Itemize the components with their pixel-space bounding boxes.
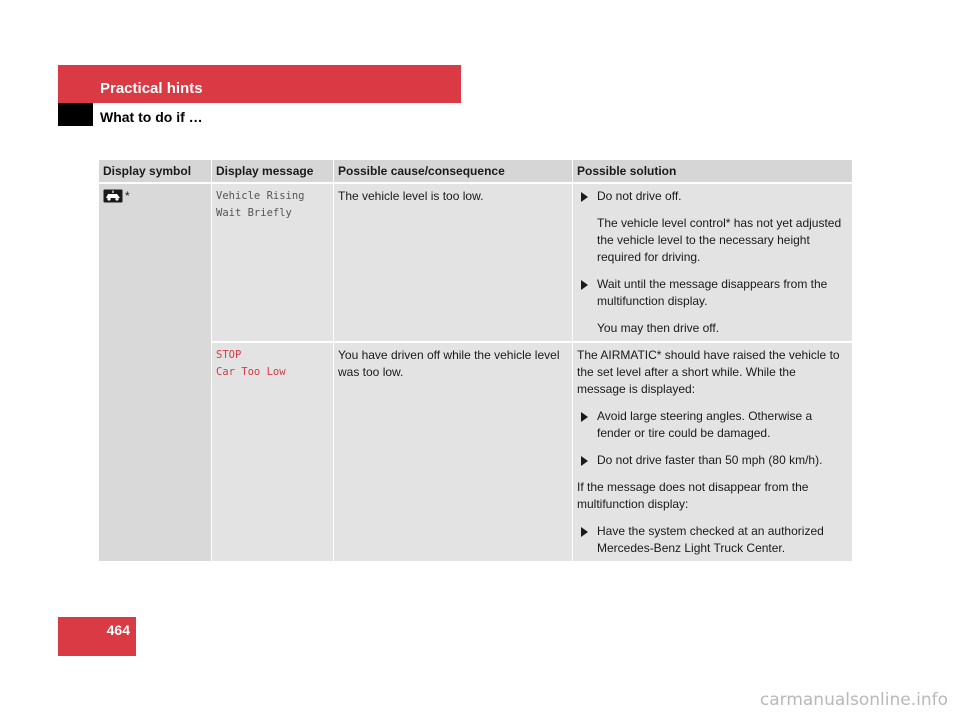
page-number: 464: [106, 622, 130, 638]
column-header-display-message: Display message: [212, 160, 334, 184]
solution-bullet: Do not drive faster than 50 mph (80 km/h).: [577, 452, 846, 469]
subsection-title: What to do if …: [100, 109, 203, 125]
cause-cell: [334, 184, 573, 341]
table-header-row: [99, 160, 853, 184]
table-row: [99, 184, 853, 341]
message-table: [99, 160, 853, 561]
column-header-display-symbol: Display symbol: [99, 160, 212, 184]
bullet-arrow-icon: [581, 280, 588, 290]
solution-note: The vehicle level control* has not yet adjusted the vehicle level to the necessary height required for driving.: [597, 216, 842, 264]
bullet-arrow-icon: [581, 456, 588, 466]
cause-text: You have driven off while the vehicle level was too low.: [338, 348, 560, 379]
section-title: Practical hints: [100, 80, 203, 97]
solution-bullet: Do not drive off.: [577, 188, 846, 205]
cause-cell: [334, 341, 573, 561]
display-message-line: STOP: [216, 349, 242, 361]
column-header-solution: Possible solution: [573, 160, 853, 184]
solution-cell: [573, 341, 853, 561]
table-row: [99, 341, 853, 561]
cause-text: The vehicle level is too low.: [338, 189, 484, 203]
display-message-line: Car Too Low: [216, 366, 286, 378]
display-message-cell: [212, 184, 334, 341]
solution-cell: [573, 184, 853, 341]
vehicle-level-icon: [103, 189, 123, 203]
column-header-cause: Possible cause/consequence: [334, 160, 573, 184]
solution-bullet: Avoid large steering angles. Otherwise a fender or tire could be damaged.: [577, 408, 846, 442]
display-message-line: Wait Briefly: [216, 207, 292, 219]
bullet-arrow-icon: [581, 527, 588, 537]
display-symbol-cell: [99, 184, 212, 561]
display-message-cell: [212, 341, 334, 561]
solution-note: You may then drive off.: [597, 321, 720, 335]
solution-bullet: Wait until the message disappears from the multifunction display.: [577, 276, 846, 310]
solution-paragraph: If the message does not disappear from the multifunction display:: [577, 480, 809, 511]
symbol-asterisk: *: [125, 189, 130, 203]
solution-bullet: Have the system checked at an authorized Mercedes-Benz Light Truck Center.: [577, 523, 846, 557]
bullet-arrow-icon: [581, 412, 588, 422]
watermark: carmanualsonline.info: [759, 690, 948, 710]
display-message-line: Vehicle Rising: [216, 190, 305, 202]
display-symbol: [103, 188, 205, 205]
solution-paragraph: The AIRMATIC* should have raised the vehicle to the set level after a short while. While the message is displayed:: [577, 348, 840, 396]
bullet-arrow-icon: [581, 192, 588, 202]
header-marker-block: [58, 103, 93, 126]
